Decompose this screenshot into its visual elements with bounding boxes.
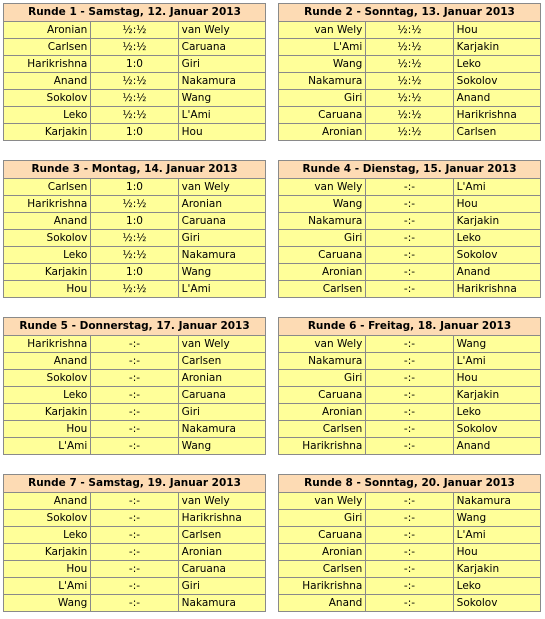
black-player: Karjakin <box>453 561 540 578</box>
game-row <box>4 595 266 612</box>
game-result: -:- <box>91 387 178 404</box>
white-player: Karjakin <box>4 404 91 421</box>
black-player: Harikrishna <box>453 281 540 298</box>
white-player: Giri <box>279 370 366 387</box>
white-player: Sokolov <box>4 510 91 527</box>
game-result: ½:½ <box>366 90 453 107</box>
white-player: Anand <box>279 595 366 612</box>
white-player: Harikrishna <box>279 578 366 595</box>
white-player: van Wely <box>279 493 366 510</box>
game-row <box>4 561 266 578</box>
game-row <box>4 527 266 544</box>
game-row <box>4 56 266 73</box>
white-player: Giri <box>279 90 366 107</box>
white-player: Nakamura <box>279 73 366 90</box>
game-row <box>279 56 541 73</box>
game-result: ½:½ <box>91 39 178 56</box>
white-player: Aronian <box>279 404 366 421</box>
white-player: L'Ami <box>279 39 366 56</box>
white-player: Wang <box>279 56 366 73</box>
game-row <box>4 213 266 230</box>
round-title: Runde 3 - Montag, 14. Januar 2013 <box>4 161 266 179</box>
game-result: ½:½ <box>366 107 453 124</box>
game-result: -:- <box>366 247 453 264</box>
game-result: -:- <box>91 336 178 353</box>
black-player: Harikrishna <box>453 107 540 124</box>
game-row <box>279 387 541 404</box>
game-row <box>279 196 541 213</box>
black-player: Hou <box>453 22 540 39</box>
round-title: Runde 1 - Samstag, 12. Januar 2013 <box>4 4 266 22</box>
white-player: Aronian <box>279 124 366 141</box>
game-row <box>279 493 541 510</box>
black-player: Hou <box>178 124 265 141</box>
white-player: L'Ami <box>4 578 91 595</box>
game-row <box>4 387 266 404</box>
round-title: Runde 5 - Donnerstag, 17. Januar 2013 <box>4 318 266 336</box>
game-row <box>279 544 541 561</box>
round-table-7 <box>3 474 266 612</box>
black-player: L'Ami <box>453 179 540 196</box>
white-player: Harikrishna <box>4 336 91 353</box>
game-row <box>4 107 266 124</box>
game-result: -:- <box>366 421 453 438</box>
black-player: Anand <box>453 264 540 281</box>
game-result: 1:0 <box>91 264 178 281</box>
black-player: Anand <box>453 438 540 455</box>
game-result: ½:½ <box>91 107 178 124</box>
game-result: -:- <box>91 578 178 595</box>
game-result: ½:½ <box>366 56 453 73</box>
game-result: -:- <box>366 510 453 527</box>
game-result: -:- <box>91 561 178 578</box>
game-row <box>4 370 266 387</box>
game-result: -:- <box>366 264 453 281</box>
game-result: -:- <box>366 561 453 578</box>
black-player: van Wely <box>178 22 265 39</box>
white-player: van Wely <box>279 179 366 196</box>
game-row <box>279 247 541 264</box>
black-player: Leko <box>453 56 540 73</box>
game-row <box>4 438 266 455</box>
game-result: ½:½ <box>91 22 178 39</box>
game-result: ½:½ <box>366 124 453 141</box>
game-row <box>4 544 266 561</box>
white-player: Carlsen <box>279 561 366 578</box>
round-title: Runde 4 - Dienstag, 15. Januar 2013 <box>279 161 541 179</box>
black-player: Wang <box>453 336 540 353</box>
round-title: Runde 6 - Freitag, 18. Januar 2013 <box>279 318 541 336</box>
black-player: Giri <box>178 230 265 247</box>
game-result: -:- <box>91 595 178 612</box>
white-player: Wang <box>4 595 91 612</box>
game-row <box>4 353 266 370</box>
game-result: -:- <box>366 544 453 561</box>
game-row <box>279 421 541 438</box>
white-player: Karjakin <box>4 264 91 281</box>
game-result: -:- <box>91 421 178 438</box>
game-result: -:- <box>366 213 453 230</box>
game-result: -:- <box>366 387 453 404</box>
white-player: Carlsen <box>279 281 366 298</box>
game-result: -:- <box>366 336 453 353</box>
game-result: -:- <box>91 438 178 455</box>
game-row <box>279 107 541 124</box>
white-player: Sokolov <box>4 90 91 107</box>
game-result: -:- <box>91 353 178 370</box>
game-result: -:- <box>366 281 453 298</box>
game-result: -:- <box>91 404 178 421</box>
white-player: Caruana <box>279 527 366 544</box>
white-player: Leko <box>4 107 91 124</box>
game-row <box>4 22 266 39</box>
white-player: Caruana <box>279 107 366 124</box>
white-player: Karjakin <box>4 544 91 561</box>
white-player: Hou <box>4 561 91 578</box>
black-player: van Wely <box>178 179 265 196</box>
game-row <box>4 39 266 56</box>
black-player: Leko <box>453 230 540 247</box>
white-player: Aronian <box>279 544 366 561</box>
black-player: Wang <box>178 264 265 281</box>
game-row <box>4 179 266 196</box>
game-result: ½:½ <box>91 247 178 264</box>
game-row <box>4 404 266 421</box>
game-row <box>279 510 541 527</box>
black-player: van Wely <box>178 493 265 510</box>
white-player: Nakamura <box>279 213 366 230</box>
game-row <box>4 578 266 595</box>
game-result: -:- <box>366 230 453 247</box>
white-player: Carlsen <box>4 179 91 196</box>
game-result: ½:½ <box>91 73 178 90</box>
round-table-3 <box>3 160 266 298</box>
game-row <box>4 124 266 141</box>
round-title: Runde 8 - Sonntag, 20. Januar 2013 <box>279 475 541 493</box>
white-player: Caruana <box>279 387 366 404</box>
game-row <box>279 39 541 56</box>
white-player: Anand <box>4 213 91 230</box>
black-player: L'Ami <box>453 527 540 544</box>
game-row <box>279 404 541 421</box>
game-result: 1:0 <box>91 179 178 196</box>
black-player: Nakamura <box>178 421 265 438</box>
game-result: ½:½ <box>366 39 453 56</box>
white-player: Aronian <box>279 264 366 281</box>
black-player: Wang <box>178 90 265 107</box>
game-result: ½:½ <box>91 281 178 298</box>
game-row <box>4 493 266 510</box>
game-row <box>4 264 266 281</box>
white-player: Aronian <box>4 22 91 39</box>
white-player: van Wely <box>279 22 366 39</box>
black-player: Karjakin <box>453 213 540 230</box>
black-player: Leko <box>453 578 540 595</box>
game-row <box>279 73 541 90</box>
round-title: Runde 7 - Samstag, 19. Januar 2013 <box>4 475 266 493</box>
game-result: -:- <box>366 527 453 544</box>
round-table-4 <box>278 160 541 298</box>
black-player: Aronian <box>178 196 265 213</box>
game-result: -:- <box>366 370 453 387</box>
game-row <box>279 281 541 298</box>
white-player: Leko <box>4 527 91 544</box>
black-player: Sokolov <box>453 595 540 612</box>
game-row <box>279 527 541 544</box>
game-row <box>279 438 541 455</box>
black-player: Sokolov <box>453 73 540 90</box>
black-player: Caruana <box>178 387 265 404</box>
black-player: Giri <box>178 578 265 595</box>
white-player: Carlsen <box>4 39 91 56</box>
game-result: -:- <box>366 595 453 612</box>
white-player: Nakamura <box>279 353 366 370</box>
game-row <box>279 213 541 230</box>
game-result: 1:0 <box>91 213 178 230</box>
white-player: Giri <box>279 230 366 247</box>
game-row <box>4 73 266 90</box>
game-result: -:- <box>366 196 453 213</box>
game-row <box>4 510 266 527</box>
white-player: Anand <box>4 73 91 90</box>
game-result: -:- <box>366 353 453 370</box>
game-row <box>4 90 266 107</box>
white-player: Giri <box>279 510 366 527</box>
white-player: Hou <box>4 281 91 298</box>
black-player: Aronian <box>178 544 265 561</box>
round-table-6 <box>278 317 541 455</box>
black-player: van Wely <box>178 336 265 353</box>
black-player: Wang <box>178 438 265 455</box>
white-player: Carlsen <box>279 421 366 438</box>
white-player: L'Ami <box>4 438 91 455</box>
game-row <box>279 124 541 141</box>
game-result: -:- <box>366 438 453 455</box>
game-result: -:- <box>366 404 453 421</box>
black-player: Sokolov <box>453 247 540 264</box>
white-player: Hou <box>4 421 91 438</box>
game-row <box>279 336 541 353</box>
round-title: Runde 2 - Sonntag, 13. Januar 2013 <box>279 4 541 22</box>
white-player: Caruana <box>279 247 366 264</box>
game-row <box>4 281 266 298</box>
black-player: Anand <box>453 90 540 107</box>
game-result: 1:0 <box>91 124 178 141</box>
black-player: Nakamura <box>453 493 540 510</box>
game-result: -:- <box>91 527 178 544</box>
game-row <box>279 179 541 196</box>
game-row <box>279 561 541 578</box>
game-result: -:- <box>91 370 178 387</box>
game-result: -:- <box>366 578 453 595</box>
game-row <box>279 595 541 612</box>
white-player: Anand <box>4 493 91 510</box>
black-player: Hou <box>453 544 540 561</box>
black-player: Aronian <box>178 370 265 387</box>
white-player: Anand <box>4 353 91 370</box>
round-table-1 <box>3 3 266 141</box>
black-player: Caruana <box>178 39 265 56</box>
black-player: Harikrishna <box>178 510 265 527</box>
black-player: Karjakin <box>453 39 540 56</box>
black-player: Wang <box>453 510 540 527</box>
white-player: van Wely <box>279 336 366 353</box>
black-player: Caruana <box>178 561 265 578</box>
game-row <box>4 230 266 247</box>
black-player: Carlsen <box>453 124 540 141</box>
game-row <box>279 353 541 370</box>
game-result: ½:½ <box>91 90 178 107</box>
game-row <box>4 336 266 353</box>
white-player: Leko <box>4 387 91 404</box>
game-row <box>4 196 266 213</box>
white-player: Sokolov <box>4 230 91 247</box>
black-player: L'Ami <box>453 353 540 370</box>
black-player: Carlsen <box>178 527 265 544</box>
black-player: Nakamura <box>178 595 265 612</box>
black-player: Giri <box>178 56 265 73</box>
black-player: Nakamura <box>178 247 265 264</box>
black-player: Caruana <box>178 213 265 230</box>
white-player: Harikrishna <box>4 196 91 213</box>
black-player: Nakamura <box>178 73 265 90</box>
game-row <box>279 22 541 39</box>
white-player: Sokolov <box>4 370 91 387</box>
game-row <box>4 247 266 264</box>
round-table-2 <box>278 3 541 141</box>
game-row <box>279 370 541 387</box>
game-result: ½:½ <box>366 22 453 39</box>
game-result: -:- <box>366 179 453 196</box>
white-player: Karjakin <box>4 124 91 141</box>
game-result: ½:½ <box>91 196 178 213</box>
black-player: Carlsen <box>178 353 265 370</box>
game-result: -:- <box>91 510 178 527</box>
game-result: -:- <box>91 493 178 510</box>
game-row <box>4 421 266 438</box>
game-row <box>279 230 541 247</box>
game-result: ½:½ <box>91 230 178 247</box>
black-player: Sokolov <box>453 421 540 438</box>
game-result: 1:0 <box>91 56 178 73</box>
black-player: Karjakin <box>453 387 540 404</box>
white-player: Leko <box>4 247 91 264</box>
black-player: Hou <box>453 370 540 387</box>
game-row <box>279 578 541 595</box>
white-player: Wang <box>279 196 366 213</box>
game-result: -:- <box>366 493 453 510</box>
black-player: Giri <box>178 404 265 421</box>
game-result: -:- <box>91 544 178 561</box>
black-player: L'Ami <box>178 107 265 124</box>
black-player: Leko <box>453 404 540 421</box>
white-player: Harikrishna <box>279 438 366 455</box>
black-player: Hou <box>453 196 540 213</box>
white-player: Harikrishna <box>4 56 91 73</box>
game-row <box>279 264 541 281</box>
round-table-8 <box>278 474 541 612</box>
game-result: ½:½ <box>366 73 453 90</box>
black-player: L'Ami <box>178 281 265 298</box>
game-row <box>279 90 541 107</box>
round-table-5 <box>3 317 266 455</box>
